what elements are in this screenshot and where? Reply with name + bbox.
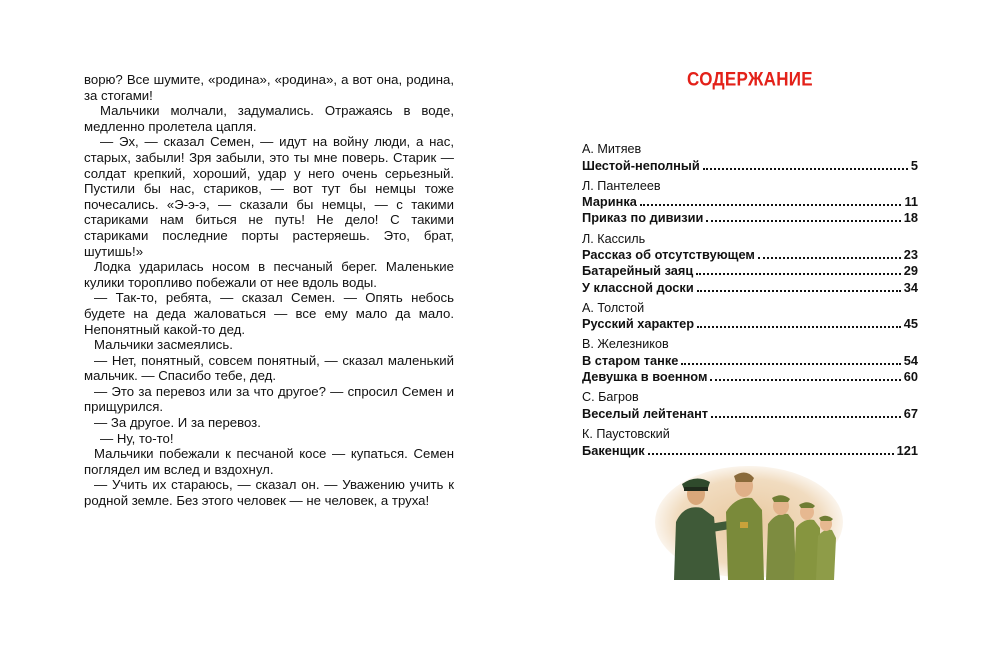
toc-section [582,390,918,422]
dot-leader [681,363,900,365]
toc-entry[interactable] [582,280,918,296]
paragraph: — За другое. И за перевоз. [94,415,261,431]
toc-entry[interactable] [582,369,918,385]
toc-entry[interactable] [582,158,918,174]
toc-entry-title: Бакенщик [582,442,645,458]
left-page-text [84,72,454,509]
toc-entry[interactable] [582,316,918,332]
toc-author: К. Паустовский [582,427,670,442]
toc-entry-page: 11 [904,194,918,210]
dot-leader [706,220,900,222]
toc-title: СОДЕРЖАНИЕ [687,68,813,91]
toc-section [582,232,918,296]
toc-entry[interactable] [582,210,918,226]
paragraph: — Это за перевоз или за что другое? — спросил Семен и прищурился. [84,383,454,415]
table-of-contents [582,70,918,464]
toc-entry-title: Батарейный заяц [582,263,694,279]
toc-author: С. Багров [582,390,639,405]
dot-leader [711,416,901,418]
toc-section [582,179,918,227]
paragraph: — Учить их стараюсь, — сказал он. — Уважению учить к родной земле. Без этого человек — не человек, а труха! [84,477,454,509]
toc-entry-page: 67 [903,405,918,421]
paragraph: ворю? Все шумите, «родина», «родина», а вот она, родина, за стогами! [84,72,454,103]
paragraph: Лодка ударилась носом в песчаный берег. Маленькие кулики торопливо побежали от нее вдоль воды. [84,259,454,290]
toc-entry-page: 18 [903,210,918,226]
toc-entry[interactable] [582,247,918,263]
dot-leader [697,326,901,328]
dot-leader [640,204,902,206]
dot-leader [696,273,901,275]
toc-entry-title: В старом танке [582,352,679,368]
dot-leader [648,453,894,455]
dot-leader [710,379,900,381]
toc-author: В. Железников [582,337,669,352]
toc-entry-title: Рассказ об отсутствующем [582,247,755,263]
toc-entry-title: Русский характер [582,316,695,332]
toc-entry-page: 54 [903,352,918,368]
toc-entry-title: Приказ по дивизии [582,210,704,226]
toc-entry-page: 60 [903,369,918,385]
toc-entry-page: 29 [903,263,918,279]
toc-section [582,301,918,333]
paragraph: Мальчики засмеялись. [94,337,233,353]
toc-entry-page: 5 [910,157,918,173]
paragraph: — Ну, то-то! [100,430,174,446]
toc-entry-title: Шестой-неполный [582,157,700,173]
dot-leader [697,290,901,292]
toc-entry[interactable] [582,443,918,459]
toc-author: Л. Пантелеев [582,178,661,193]
toc-entry[interactable] [582,406,918,422]
toc-entry-title: Веселый лейтенант [582,405,709,421]
illustration-svg [654,462,844,580]
toc-entry-page: 45 [903,316,918,332]
dot-leader [758,257,901,259]
paragraph: — Эх, — сказал Семен, — идут на войну люди, а нас, старых, забыли! Зря забыли, это ты мне поверь. Старик — солдат крепкий, хороший, удар у него очень серьезный. Пустили бы нас, стариков, — вот тут бы немцы тоже почесались. «Э-э-э, — сказали бы немцы, — с такими стариками нам биться не путь! Не дело! С такими стариками последние порты растеряешь. Это, брат, шутишь!» [84,134,454,259]
toc-section [582,427,918,459]
dot-leader [703,168,908,170]
paragraph: Мальчики побежали к песчаной косе — купаться. Семен поглядел им вслед и вздохнул. [84,446,454,477]
toc-entry-page: 121 [896,442,918,458]
toc-entry-page: 34 [903,279,918,295]
toc-entry[interactable] [582,353,918,369]
soldiers-award-illustration-icon [654,462,844,580]
toc-author: А. Толстой [582,300,645,315]
toc-entry-title: Маринка [582,194,637,210]
paragraph: — Так-то, ребята, — сказал Семен. — Опять небось будете на деда жаловаться — все ему мало да мало. Непонятный какой-то дед. [84,290,454,337]
toc-section [582,142,918,174]
paragraph: — Нет, понятный, совсем понятный, — сказал маленький мальчик. — Спасибо тебе, дед. [84,352,454,384]
toc-entry-page: 23 [903,247,918,263]
toc-entry[interactable] [582,263,918,279]
toc-author: А. Митяев [582,142,642,156]
toc-author: Л. Кассиль [582,231,646,246]
paragraph: Мальчики молчали, задумались. Отражаясь в воде, медленно пролетела цапля. [84,103,454,134]
toc-entry[interactable] [582,194,918,210]
toc-entry-title: Девушка в военном [582,369,708,385]
toc-section [582,337,918,385]
toc-entry-title: У классной доски [582,279,694,295]
